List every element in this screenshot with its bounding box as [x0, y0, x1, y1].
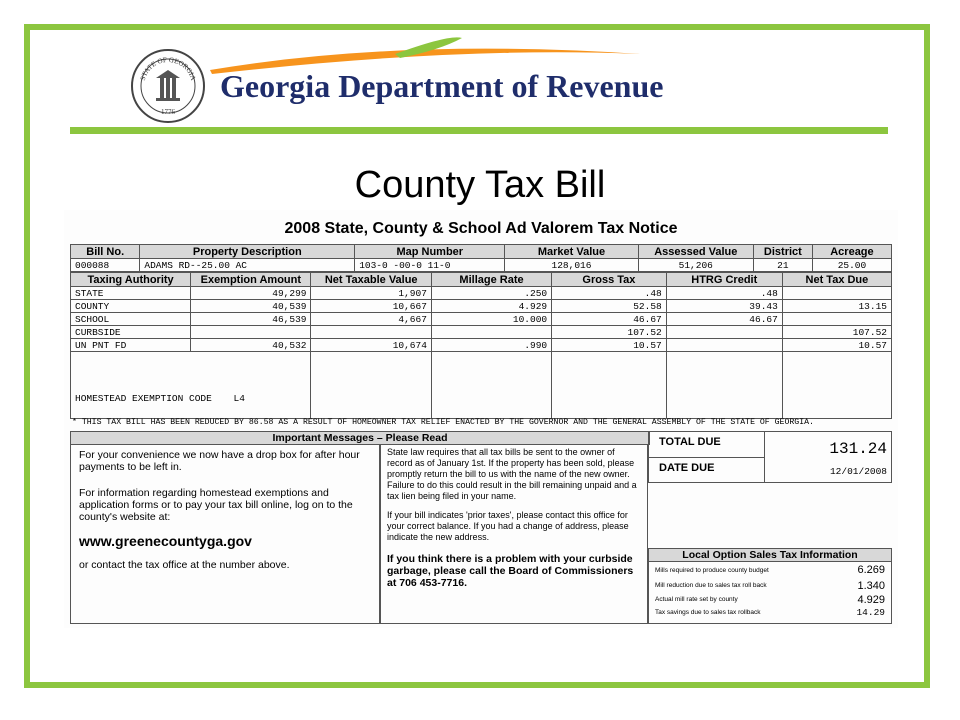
- org-name: Georgia Department of Revenue: [220, 68, 664, 104]
- total-due-value: 131.24: [829, 440, 887, 458]
- due-panel: [648, 431, 892, 483]
- header-exemption-amount: Exemption Amount: [191, 273, 311, 287]
- acreage: 25.00: [812, 259, 891, 272]
- table-row: COUNTY 40,539 10,667 4.929 52.58 39.43 13.15: [71, 300, 892, 313]
- table-row: SCHOOL 46,539 4,667 10.000 46.67 46.67: [71, 313, 892, 326]
- header-gross-tax: Gross Tax: [552, 273, 667, 287]
- map-number: 103-0 -00-0 11-0: [355, 259, 505, 272]
- messages-header: Important Messages – Please Read: [70, 431, 650, 445]
- msg-prior-taxes: If your bill indicates 'prior taxes', please contact this office for your correct balance. If you had a change of address, please indicate the new address.: [387, 510, 629, 542]
- header-market-value: Market Value: [505, 245, 638, 259]
- tax-table: [70, 272, 892, 419]
- msg-contact: or contact the tax office at the number above.: [79, 559, 290, 571]
- sales-tax-header: Local Option Sales Tax Information: [649, 549, 891, 562]
- homestead-label: HOMESTEAD EXEMPTION CODE: [75, 393, 212, 404]
- property-info-table: [70, 244, 892, 272]
- header-net-tax-due: Net Tax Due: [782, 273, 891, 287]
- list-item: Mill reduction due to sales tax roll back 1.340: [655, 580, 885, 592]
- header-acreage: Acreage: [812, 245, 891, 259]
- page-title: County Tax Bill: [354, 164, 606, 206]
- relief-note: * THIS TAX BILL HAS BEEN REDUCED BY 86.58 AS A RESULT OF HOMEOWNER TAX RELIEF ENACTED BY THE GOVERNOR AND THE GENERAL ASSEMBLY OF THE STATE OF GEORGIA.: [72, 418, 814, 427]
- property-description: ADAMS RD--25.00 AC: [140, 259, 355, 272]
- header-rule: [70, 127, 888, 134]
- header-assessed-value: Assessed Value: [638, 245, 753, 259]
- bill-no: 000088: [71, 259, 140, 272]
- georgia-seal-icon: [130, 48, 206, 124]
- assessed-value: 51,206: [638, 259, 753, 272]
- header-district: District: [753, 245, 812, 259]
- district: 21: [753, 259, 812, 272]
- table-row: CURBSIDE 107.52 107.52: [71, 326, 892, 339]
- seal-year: 1776: [161, 108, 175, 116]
- list-item: Mills required to produce county budget 6.269: [655, 564, 885, 576]
- list-item: Tax savings due to sales tax rollback 14.29: [655, 607, 885, 618]
- homestead-code: L4: [233, 393, 245, 404]
- header-property-description: Property Description: [140, 245, 355, 259]
- date-due-label: DATE DUE: [649, 458, 765, 482]
- county-website-link[interactable]: www.greenecountyga.gov: [79, 533, 252, 549]
- header-taxing-authority: Taxing Authority: [71, 273, 191, 287]
- list-item: Actual mill rate set by county 4.929: [655, 594, 885, 606]
- header-htrg-credit: HTRG Credit: [666, 273, 782, 287]
- sales-tax-info-panel: [648, 548, 892, 624]
- table-row: UN PNT FD 40,532 10,674 .990 10.57 10.57: [71, 339, 892, 352]
- msg-state-law: State law requires that all tax bills be sent to the owner of record as of January 1st. If the property has been sold, please promptly return the bill to us with the name of the new owner. Failure to do this could result in the bill remaining unpaid and a tax lien being filed in your name.: [387, 447, 637, 501]
- bill-title: 2008 State, County & School Ad Valorem Tax Notice: [284, 220, 678, 237]
- seal-text: STATE OF GEORGIA: [138, 55, 198, 82]
- header-map-number: Map Number: [355, 245, 505, 259]
- date-due-value: 12/01/2008: [829, 466, 887, 477]
- table-row: STATE 49,299 1,907 .250 .48 .48: [71, 287, 892, 300]
- header-bill-no: Bill No.: [71, 245, 140, 259]
- relief-amount: 86.58: [248, 418, 274, 427]
- tax-bill-document: [64, 210, 898, 628]
- msg-drop-box: For your convenience we now have a drop box for after hour payments to be left in.: [79, 449, 360, 473]
- homestead-cell: [71, 352, 311, 419]
- total-due-label: TOTAL DUE: [649, 432, 765, 458]
- header-net-taxable-value: Net Taxable Value: [311, 273, 431, 287]
- market-value: 128,016: [505, 259, 638, 272]
- msg-homestead-info: For information regarding homestead exemptions and application forms or to pay your tax bill online, log on to the county's website at:: [79, 487, 353, 523]
- msg-curbside-garbage: If you think there is a problem with your curbside garbage, please call the Board of Commissioners at 706 453-7716.: [387, 553, 634, 589]
- messages-left: [70, 444, 380, 624]
- messages-middle: [380, 444, 648, 624]
- header-millage-rate: Millage Rate: [431, 273, 551, 287]
